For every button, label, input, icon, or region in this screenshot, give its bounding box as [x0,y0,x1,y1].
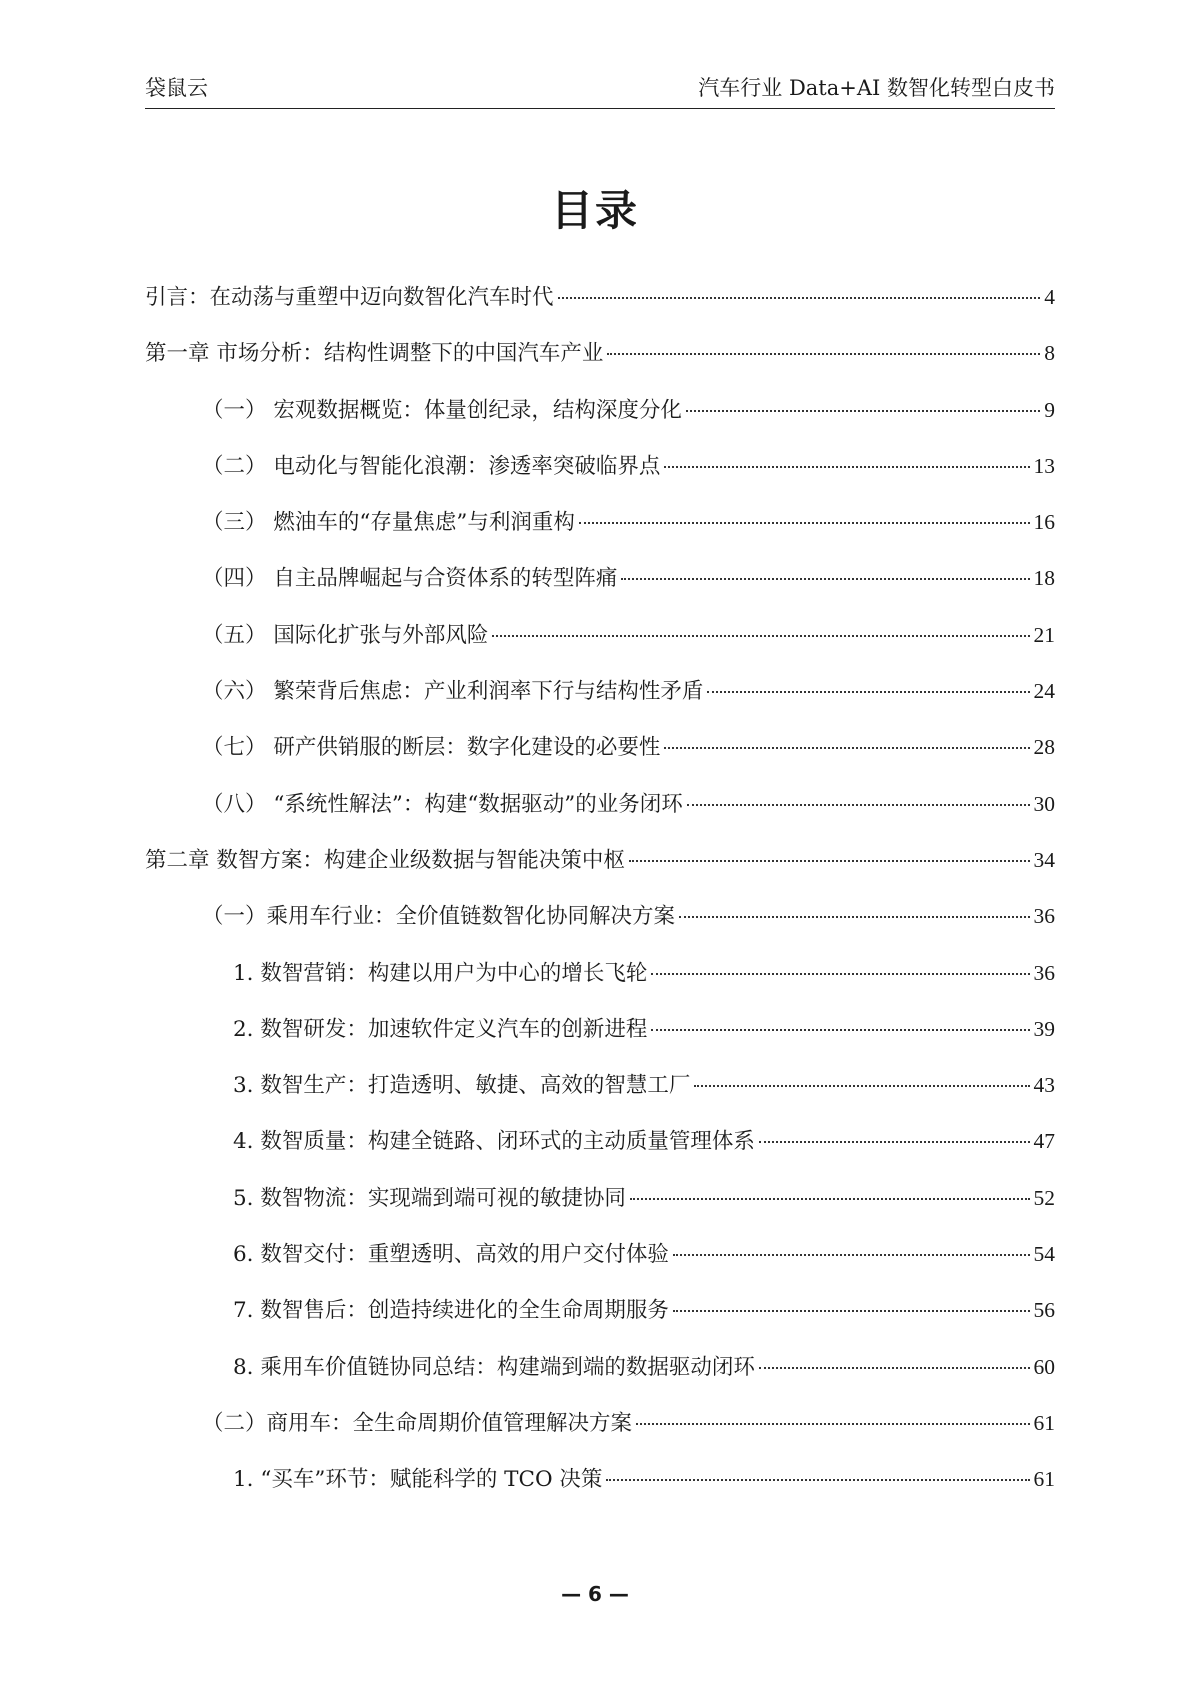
toc-entry-page: 56 [1033,1298,1055,1323]
toc-entry-title: 1. 数智营销：构建以用户为中心的增长飞轮 [233,960,648,986]
toc-entry-title: （一） 宏观数据概览：体量创纪录，结构深度分化 [202,397,682,423]
toc-entry-title: 7. 数智售后：创造持续进化的全生命周期服务 [233,1298,669,1324]
toc-entry-title: （八） “系统性解法”：构建“数据驱动”的业务闭环 [202,791,683,817]
dot-leader [606,1479,1029,1481]
dot-leader [607,353,1040,355]
toc-entry-page: 61 [1033,1410,1055,1435]
toc-entry[interactable] [145,1124,1055,1180]
toc-entry[interactable] [145,618,1055,674]
toc-entry-page: 30 [1033,791,1055,816]
toc-entry-page: 47 [1033,1129,1055,1154]
dot-leader [686,410,1040,412]
toc-entry-title: 5. 数智物流：实现端到端可视的敏捷协同 [233,1185,626,1211]
dot-leader [759,1367,1030,1369]
dot-leader [673,1254,1030,1256]
toc-entry[interactable] [145,843,1055,899]
toc-entry-title: 8. 乘用车价值链协同总结：构建端到端的数据驱动闭环 [233,1354,755,1380]
dot-leader [759,1141,1030,1143]
dot-leader [630,1198,1030,1200]
toc-entry-title: （六） 繁荣背后焦虑：产业利润率下行与结构性矛盾 [202,679,704,705]
toc-entry[interactable] [145,730,1055,786]
toc-title: 目录 [550,186,639,235]
toc-entry[interactable] [145,899,1055,955]
toc-entry-title: 6. 数智交付：重塑透明、高效的用户交付体验 [233,1242,669,1268]
toc-entry[interactable] [145,956,1055,1012]
dot-leader [687,804,1030,806]
toc-entry-title: （三） 燃油车的“存量焦虑”与利润重构 [202,510,575,536]
toc-entry-title: 第二章 数智方案：构建企业级数据与智能决策中枢 [145,847,625,873]
toc-entry[interactable] [145,505,1055,561]
toc-entry-title: （四） 自主品牌崛起与合资体系的转型阵痛 [202,566,618,592]
toc-entry-title: （五） 国际化扩张与外部风险 [202,622,489,648]
toc-entry-page: 43 [1033,1073,1055,1098]
toc-entry-title: 4. 数智质量：构建全链路、闭环式的主动质量管理体系 [233,1129,755,1155]
header-company: 袋鼠云 [145,76,208,100]
toc-entry-title: （二）商用车：全生命周期价值管理解决方案 [202,1410,633,1436]
dot-leader [694,1085,1029,1087]
dot-leader [679,916,1029,918]
toc-entry-title: 第一章 市场分析：结构性调整下的中国汽车产业 [145,341,604,367]
toc-entry-title: （二） 电动化与智能化浪潮：渗透率突破临界点 [202,453,661,479]
toc-entry[interactable] [145,336,1055,392]
toc-entry-page: 24 [1033,679,1055,704]
toc-entry-page: 8 [1044,341,1055,366]
toc-entry-title: 2. 数智研发：加速软件定义汽车的创新进程 [233,1016,648,1042]
dot-leader [664,747,1029,749]
toc-entry-page: 52 [1033,1185,1055,1210]
toc-entry-page: 28 [1033,735,1055,760]
toc-entry-page: 18 [1033,566,1055,591]
toc-entry-title: （七） 研产供销服的断层：数字化建设的必要性 [202,735,661,761]
toc-entry-page: 54 [1033,1242,1055,1267]
toc-entry[interactable] [145,1237,1055,1293]
toc-entry-title: （一）乘用车行业：全价值链数智化协同解决方案 [202,904,676,930]
toc-entry[interactable] [145,1293,1055,1349]
dot-leader [651,1029,1029,1031]
toc-entry-title: 1. “买车”环节：赋能科学的 TCO 决策 [233,1467,603,1493]
dot-leader [636,1423,1029,1425]
dot-leader [651,973,1029,975]
dot-leader [707,691,1029,693]
toc-entry[interactable] [145,1068,1055,1124]
dot-leader [629,860,1030,862]
toc-entry[interactable] [145,393,1055,449]
toc-entry-page: 16 [1033,510,1055,535]
dot-leader [579,522,1030,524]
dot-leader [492,635,1029,637]
toc-entry-page: 61 [1033,1467,1055,1492]
toc-entry-page: 39 [1033,1016,1055,1041]
toc-entry[interactable] [145,1350,1055,1406]
dot-leader [621,578,1029,580]
toc-entry-page: 34 [1033,847,1055,872]
toc-entry-page: 60 [1033,1354,1055,1379]
header-document-title: 汽车行业 Data+AI 数智化转型白皮书 [698,76,1055,100]
toc-entry[interactable] [145,561,1055,617]
toc-entry[interactable] [145,280,1055,336]
page-header [145,68,1055,109]
toc-entry-title: 3. 数智生产：打造透明、敏捷、高效的智慧工厂 [233,1073,691,1099]
toc-entry-page: 13 [1033,453,1055,478]
toc-entry-page: 9 [1044,397,1055,422]
page-number: — 6 — [561,1582,629,1606]
toc-entry[interactable] [145,1406,1055,1462]
toc-entry[interactable] [145,1012,1055,1068]
toc-entry-page: 4 [1044,285,1055,309]
toc-entry-page: 36 [1033,960,1055,985]
toc-entry[interactable] [145,674,1055,730]
toc-entry[interactable] [145,1181,1055,1237]
toc-entry[interactable] [145,449,1055,505]
dot-leader [664,466,1029,468]
toc-entry-page: 36 [1033,904,1055,929]
toc-entry-page: 21 [1033,622,1055,647]
dot-leader [558,297,1041,299]
dot-leader [673,1310,1030,1312]
toc-entry[interactable] [145,1462,1055,1518]
table-of-contents [145,280,1055,1519]
toc-entry-title: 引言：在动荡与重塑中迈向数智化汽车时代 [145,285,554,310]
toc-entry[interactable] [145,787,1055,843]
